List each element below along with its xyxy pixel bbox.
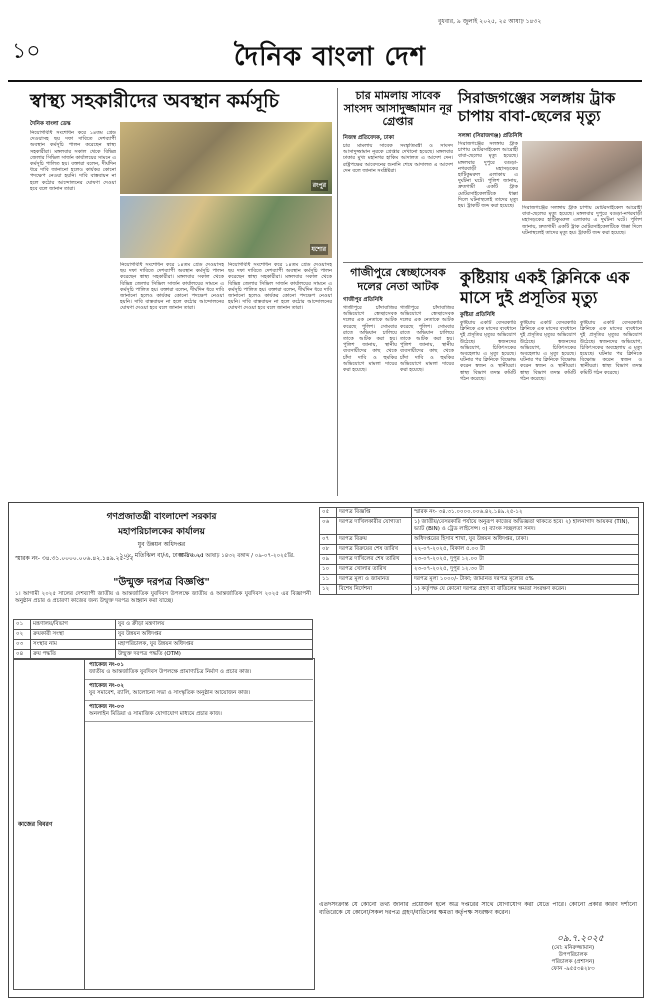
package-text: অনলাইন মিডিয়া ও সামাজিক যোগাযোগ মাধ্যমে প্রচার কাজ। xyxy=(89,711,222,717)
body-a1: নিয়োগবিধি সংশোধন করে ১৪তম গ্রেড দেওয়াসহ ছয় দফা দাবিতে দেশব্যাপী অবস্থান কর্মসূচি পালন করেছেন স্বাস্থ্য সহকারীরা। মঙ্গলবার সকাল থেকে বিভিন্ন জেলার সিভিল সার্জন কার্যালয়ের সামনে এ কর্মসূচি পালিত হয়। বক্তারা বলেন, দীর্ঘদিন ধরে দাবি জানানো হলেও কার্যকর কোনো পদক্ষেপ নেওয়া হয়নি। দাবি বাস্তবায়ন না হলে কঠোর আন্দোলনের ঘোষণা দেওয়া হবে বলে জানান তারা। xyxy=(30,130,116,192)
notice-cell-v: ২২-০৭-২০২৫, বিকাল ৫.০০ টা xyxy=(412,545,639,555)
notice-cell-v: ১) জাতীয়/বেসরকারি পর্যায়ে অনুরূপ কাজের অভিজ্ঞতা থাকতে হবে। ২) হালনাগাদ আয়কর (TIN), ভ্যাট (BIN) ও ট্রেড লাইসেন্স। ৩) ব্যাংক সচ্ছলতা সনদ। xyxy=(412,518,639,535)
headline-a3: সিরাজগঞ্জের সলঙ্গায় ট্রাক চাপায় বাবা-ছেলের মৃত্যু xyxy=(458,89,616,125)
photo-rangpur xyxy=(120,122,332,194)
notice-cell-v: মহাপরিচালক, যুব উন্নয়ন অধিদপ্তর xyxy=(116,640,313,650)
notice-row xyxy=(320,585,639,595)
notice-footer: এতদসংক্রান্ত যে কোনো তথ্য জানার প্রয়োজন হলে অত্র দপ্তরের সাথে যোগাযোগ করা যেতে পারে। কোনো প্রকার কারণ দর্শানো ব্যতিরেকে যে কোনো/সকল দরপত্র গ্রহণ/বাতিলের ক্ষমতা কর্তৃপক্ষ সংরক্ষণ করেন। xyxy=(319,901,637,916)
signer-title-2: পরিচালক (প্রশাসন) xyxy=(551,959,595,965)
notice-cell-v: যুব উন্নয়ন অধিদপ্তর xyxy=(116,630,313,640)
notice-cell-k: দরপত্র দাখিলের শেষ তারিখ xyxy=(337,555,412,565)
section-rule xyxy=(343,262,643,263)
notice-cell-k: দরপত্র খোলার তারিখ xyxy=(337,565,412,575)
notice-cell-k: দরপত্র মূল্য ও জামানত xyxy=(337,575,412,585)
notice-cell-k: ক্রয় পদ্ধতি xyxy=(31,650,116,660)
package-list xyxy=(84,659,313,989)
notice-cell-k: দরপত্র বিক্রয় xyxy=(337,535,412,545)
notice-govt: গণপ্রজাতন্ত্রী বাংলাদেশ সরকার xyxy=(106,512,217,522)
notice-cell-n: ০৯ xyxy=(320,555,337,565)
notice-cell-k: বিশেষ নির্দেশনা xyxy=(337,585,412,595)
byline-a5: কুষ্টিয়া প্রতিনিধি xyxy=(460,312,495,318)
package-item xyxy=(85,680,313,701)
body-a3-cont: সিরাজগঞ্জের সলঙ্গায় ট্রাক চাপায় মোটরসাইকেল আরোহী বাবা-ছেলের মৃত্যু হয়েছে। মঙ্গলবার দুপুরে বগুড়া-নগরবাড়ী মহাসড়কের হাটিকুমরুল এলাকায় এ দুর্ঘটনা ঘটে। পুলিশ জানায়, দ্রুতগামী একটি ট্রাক মোটরসাইকেলটিকে ধাক্কা দিলে ঘটনাস্থলেই তাদের মৃত্যু হয়। ট্রাকটি জব্দ করা হয়েছে। xyxy=(522,205,642,236)
notice-cell-k: ক্রয়কারী সংস্থা xyxy=(31,630,116,640)
signer-phone: ফোন -৯৫৫৩৪২৮৩ xyxy=(551,966,595,972)
package-name: প্যাকেজ নং-০১ xyxy=(89,662,124,668)
package-text: যুব সমাবেশ, র‍্যালি, আলোচনা সভা ও সাংস্কৃতিক অনুষ্ঠান আয়োজন কাজ। xyxy=(89,690,251,696)
notice-cell-n: ০৮ xyxy=(320,545,337,555)
package-name: প্যাকেজ নং-০৩ xyxy=(89,704,124,710)
notice-memo: স্মারক নং- ৩৪.৩১.০০০০.০০৬.৪২.১৪৯.২৫-১২ xyxy=(15,555,134,562)
package-name: প্যাকেজ নং-০২ xyxy=(89,683,124,689)
notice-cell-n: ০৬ xyxy=(320,518,337,535)
date-line: বুধবার, ৯ জুলাই ২০২৫, ২৫ আষাঢ় ১৪৩২ xyxy=(438,18,542,25)
byline-a4: গাজীপুর প্রতিনিধি xyxy=(343,297,383,303)
headline-a1: স্বাস্থ্য সহকারীদের অবস্থান কর্মসূচি xyxy=(30,90,279,112)
masthead: দৈনিক বাংলা দেশ xyxy=(233,42,427,72)
body-a4-cont: গাজীপুরে চাঁদাবাজির অভিযোগে স্বেচ্ছাসেবক দলের এক নেতাকে আটক করেছে পুলিশ। সোমবার রাতে অভিযান চালিয়ে তাকে আটক করা হয়। পুলিশ জানায়, স্থানীয় ব্যবসায়ীদের কাছ থেকে চাঁদা দাবি ও হুমকির অভিযোগে মামলা দায়ের করা হয়েছে। xyxy=(400,305,454,374)
signer-name: (মো: মনিরুজ্জামান) xyxy=(551,945,595,951)
notice-dept: যুব উন্নয়ন অধিদপ্তর xyxy=(137,541,186,548)
notice-cell-k: দরপত্র বিক্রয়ের শেষ তারিখ xyxy=(337,545,412,555)
headline-a5: কুষ্টিয়ায় একই ক্লিনিকে এক মাসে দুই প্রসূতির মৃত্যু xyxy=(460,268,630,307)
photo-accident xyxy=(522,141,642,201)
body-a5: কুষ্টিয়ায় একটি বেসরকারি ক্লিনিকে এক মাসের ব্যবধানে দুই প্রসূতির মৃত্যুর অভিযোগ উঠেছে। স্বজনদের অভিযোগ, চিকিৎসকের অবহেলায় এ মৃত্যু হয়েছে। ঘটনার পর ক্লিনিকে বিক্ষোভ করেন স্বজন ও স্থানীয়রা। স্বাস্থ্য বিভাগ তদন্ত কমিটি গঠন করেছে। xyxy=(460,320,516,382)
notice-cell-v: ১) কর্তৃপক্ষ যে কোনো দরপত্র গ্রহণ বা বাতিলের ক্ষমতা সংরক্ষণ করেন। xyxy=(412,585,639,595)
notice-office: মহাপরিচালকের কার্যালয় xyxy=(118,527,205,537)
notice-cell-n: ০৫ xyxy=(320,508,337,518)
notice-row xyxy=(320,508,639,518)
notice-cell-v: যুব ও ক্রীড়া মন্ত্রণালয় xyxy=(116,620,313,630)
body-a1-cont: নিয়োগবিধি সংশোধন করে ১৪তম গ্রেড দেওয়াসহ ছয় দফা দাবিতে দেশব্যাপী অবস্থান কর্মসূচি পালন করেছেন স্বাস্থ্য সহকারীরা। মঙ্গলবার সকাল থেকে বিভিন্ন জেলার সিভিল সার্জন কার্যালয়ের সামনে এ কর্মসূচি পালিত হয়। বক্তারা বলেন, দীর্ঘদিন ধরে দাবি জানানো হলেও কার্যকর কোনো পদক্ষেপ নেওয়া হয়নি। দাবি বাস্তবায়ন না হলে কঠোর আন্দোলনের ঘোষণা দেওয়া হবে বলে জানান তারা। xyxy=(120,262,224,312)
notice-row xyxy=(320,545,639,555)
package-item xyxy=(85,701,313,722)
notice-title: "উন্মুক্ত দরপত্র বিজ্ঞপ্তি" xyxy=(113,577,210,588)
photo-caption-jessore: যশোর xyxy=(311,246,326,253)
notice-cell-v: ২৩-০৭-২০২৫, দুপুর ১২.৩০ টা xyxy=(412,565,639,575)
headline-a2: চার মামলায় সাবেক সাংসদ আসাদুজ্জামান নূর গ্রেপ্তার xyxy=(343,89,453,128)
notice-cell-v: উন্মুক্ত দরপত্র পদ্ধতি (OTM) xyxy=(116,650,313,660)
page-number: ১০ xyxy=(12,39,41,64)
notice-date: তারিখ: ২৫ আষাঢ় ১৪৩২ বঙ্গাব্দ / ০৯-০৭-২০২৫খ্রি. xyxy=(179,553,295,559)
col-divider xyxy=(337,88,338,496)
signer-title-1: উপপরিচালক xyxy=(558,952,588,958)
notice-row xyxy=(14,630,313,640)
notice-cell-k: দরপত্র দাখিলকারীর যোগ্যতা xyxy=(337,518,412,535)
notice-right-table xyxy=(319,507,639,595)
tender-notice xyxy=(8,502,644,998)
photo-jessore xyxy=(120,196,332,258)
notice-cell-v: অধিদপ্তরের হিসাব শাখা, যুব উন্নয়ন অধিদপ্তর, ঢাকা। xyxy=(412,535,639,545)
notice-cell-n: ০২ xyxy=(14,630,31,640)
body-a5-cont2: কুষ্টিয়ায় একটি বেসরকারি ক্লিনিকে এক মাসের ব্যবধানে দুই প্রসূতির মৃত্যুর অভিযোগ উঠেছে। স্বজনদের অভিযোগ, চিকিৎসকের অবহেলায় এ মৃত্যু হয়েছে। ঘটনার পর ক্লিনিকে বিক্ষোভ করেন স্বজন ও স্থানীয়রা। স্বাস্থ্য বিভাগ তদন্ত কমিটি গঠন করেছে। xyxy=(580,320,642,376)
notice-row xyxy=(320,535,639,545)
notice-row xyxy=(320,565,639,575)
body-a5-cont: কুষ্টিয়ায় একটি বেসরকারি ক্লিনিকে এক মাসের ব্যবধানে দুই প্রসূতির মৃত্যুর অভিযোগ উঠেছে। স্বজনদের অভিযোগ, চিকিৎসকের অবহেলায় এ মৃত্যু হয়েছে। ঘটনার পর ক্লিনিকে বিক্ষোভ করেন স্বজন ও স্থানীয়রা। স্বাস্থ্য বিভাগ তদন্ত কমিটি গঠন করেছে। xyxy=(520,320,576,382)
notice-cell-k: সংস্থার নাম xyxy=(31,640,116,650)
notice-cell-v: স্মারক নং- ৩৪.৩১.০০০০.০০৬.৪২.১৪৯.২৫-১২ xyxy=(412,508,639,518)
work-description xyxy=(13,658,315,990)
notice-cell-n: ০১ xyxy=(14,620,31,630)
notice-address: ১০৮, মতিঝিল বা/এ, ঢাকা-১০০০। xyxy=(119,552,204,559)
notice-row xyxy=(320,518,639,535)
notice-row xyxy=(320,575,639,585)
work-description-title: কাজের বিবরণ xyxy=(18,821,53,828)
byline-a1: দৈনিক বাংলা ডেস্ক xyxy=(30,121,71,127)
headline-a4: গাজীপুরে স্বেচ্ছাসেবক দলের নেতা আটক xyxy=(350,266,446,293)
notice-intro: ১। আগামী ২০২৫ সালের দেশব্যাপী জাতীয় ও আন্তর্জাতিক যুবদিবস উপলক্ষে জাতীয় ও আন্তর্জাতিক যুবদিবস ২০২৫ এর বিজ্ঞাপনী অনুষ্ঠান প্রচার ও প্রচারণা কাজের জন্য উন্মুক্ত দরপত্র আহ্বান করা যাচ্ছে। xyxy=(15,591,311,604)
notice-cell-n: ০৩ xyxy=(14,640,31,650)
byline-a3: সলঙ্গা (সিরাজগঞ্জ) প্রতিনিধি xyxy=(458,133,523,139)
body-a1-cont2: নিয়োগবিধি সংশোধন করে ১৪তম গ্রেড দেওয়াসহ ছয় দফা দাবিতে দেশব্যাপী অবস্থান কর্মসূচি পালন করেছেন স্বাস্থ্য সহকারীরা। মঙ্গলবার সকাল থেকে বিভিন্ন জেলার সিভিল সার্জন কার্যালয়ের সামনে এ কর্মসূচি পালিত হয়। বক্তারা বলেন, দীর্ঘদিন ধরে দাবি জানানো হলেও কার্যকর কোনো পদক্ষেপ নেওয়া হয়নি। দাবি বাস্তবায়ন না হলে কঠোর আন্দোলনের ঘোষণা দেওয়া হবে বলে জানান তারা। xyxy=(228,262,332,312)
notice-cell-v: ২৩-০৭-২০২৫, দুপুর ১২.০০ টা xyxy=(412,555,639,565)
byline-a2: নিজস্ব প্রতিবেদক, ঢাকা xyxy=(343,135,395,141)
package-text: জাতীয় ও আন্তর্জাতিক যুবদিবস উপলক্ষে প্রামাণ্যচিত্র নির্মাণ ও প্রচার কাজ। xyxy=(89,669,252,675)
notice-left-table xyxy=(13,619,313,660)
package-item xyxy=(85,659,313,680)
notice-row xyxy=(320,555,639,565)
notice-row xyxy=(14,620,313,630)
notice-cell-n: ১০ xyxy=(320,565,337,575)
notice-cell-n: ০৭ xyxy=(320,535,337,545)
signature-date: ০৯.৭.২০২৫ xyxy=(557,934,604,944)
notice-row xyxy=(14,640,313,650)
notice-cell-v: দরপত্র মূল্য ১০০০/- টাকা; জামানত দরপত্র মূল্যের ৫% xyxy=(412,575,639,585)
body-a2: চার মামলায় সাবেক সংস্কৃতিমন্ত্রী ও সাংসদ আসাদুজ্জামান নূরকে গ্রেপ্তার দেখানো হয়েছে। মঙ্গলবার ঢাকার মুখ্য মহানগর হাকিম আদালত এ আদেশ দেন। রাষ্ট্রপক্ষের আবেদনের শুনানি শেষে আদালত এ আদেশ দেন বলে জানান সংশ্লিষ্টরা। xyxy=(343,143,453,174)
body-a4: গাজীপুরে চাঁদাবাজির অভিযোগে স্বেচ্ছাসেবক দলের এক নেতাকে আটক করেছে পুলিশ। সোমবার রাতে অভিযান চালিয়ে তাকে আটক করা হয়। পুলিশ জানায়, স্থানীয় ব্যবসায়ীদের কাছ থেকে চাঁদা দাবি ও হুমকির অভিযোগে মামলা দায়ের করা হয়েছে। xyxy=(343,305,397,374)
body-a3: সিরাজগঞ্জের সলঙ্গায় ট্রাক চাপায় মোটরসাইকেল আরোহী বাবা-ছেলের মৃত্যু হয়েছে। মঙ্গলবার দুপুরে বগুড়া-নগরবাড়ী মহাসড়কের হাটিকুমরুল এলাকায় এ দুর্ঘটনা ঘটে। পুলিশ জানায়, দ্রুতগামী একটি ট্রাক মোটরসাইকেলটিকে ধাক্কা দিলে ঘটনাস্থলেই তাদের মৃত্যু হয়। ট্রাকটি জব্দ করা হয়েছে। xyxy=(458,141,518,210)
masthead-rule xyxy=(8,80,642,82)
notice-cell-n: ১২ xyxy=(320,585,337,595)
notice-cell-n: ০৪ xyxy=(14,650,31,660)
notice-cell-n: ১১ xyxy=(320,575,337,585)
notice-cell-k: মন্ত্রণালয়/বিভাগ xyxy=(31,620,116,630)
notice-cell-k: দরপত্র বিজ্ঞপ্তি xyxy=(337,508,412,518)
photo-caption-rangpur: রংপুর xyxy=(312,182,326,189)
